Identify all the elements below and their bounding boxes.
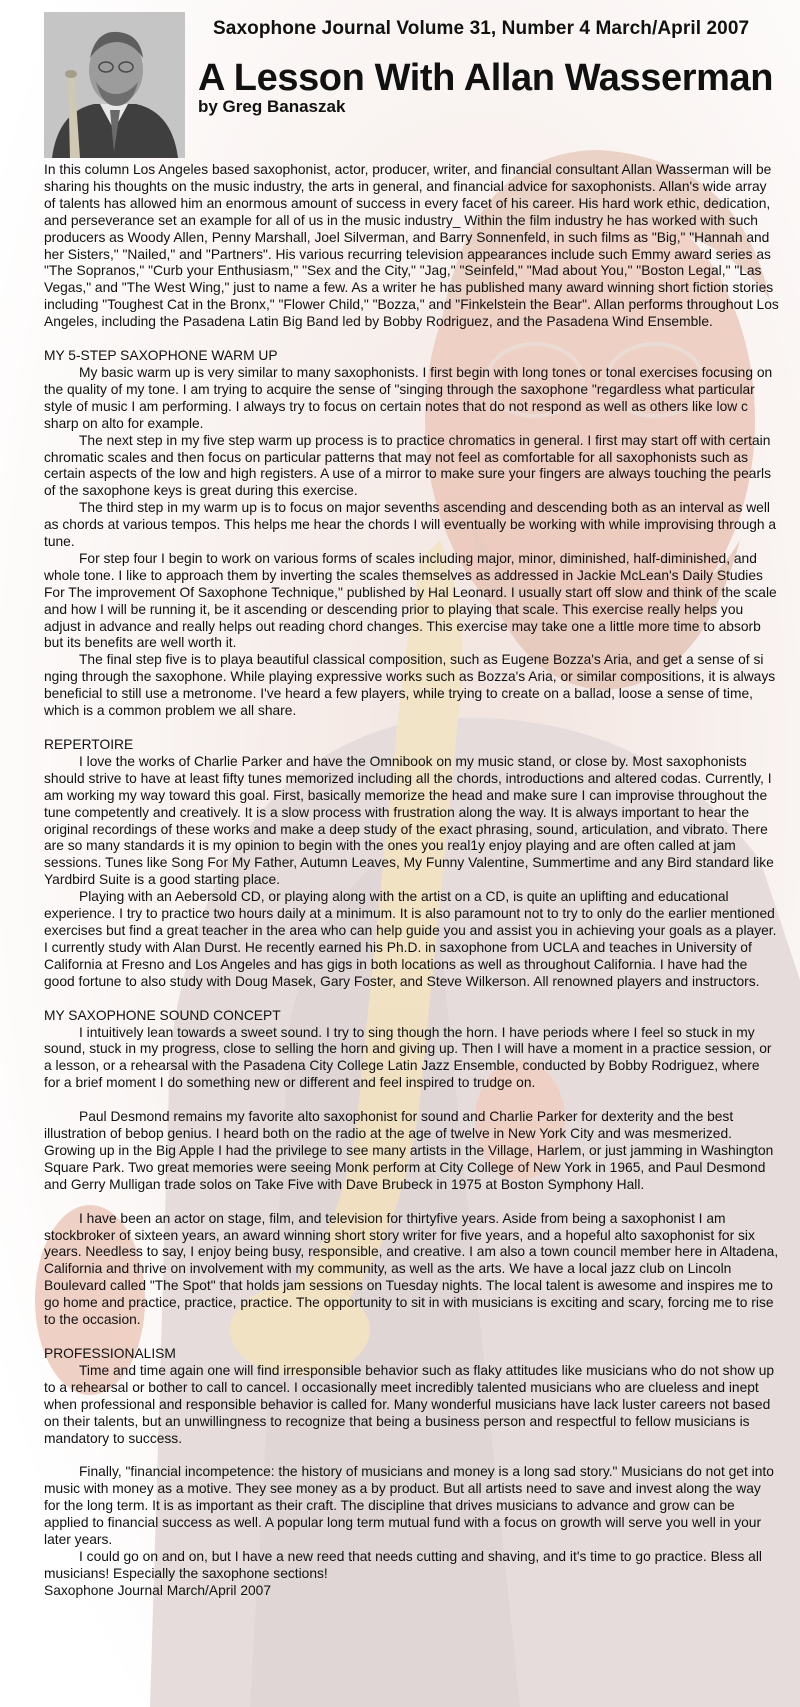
- warmup-paragraph: The final step five is to playa beautiful classical composition, such as Eugene Bozza's Aria, and get a sense of si nging through the saxophone. While playing expressive works such as Bozza's Aria, or similar compositions, it is always beneficial to still use a metronome. I've heard a few players, while trying to create on a ballad, loose a sense of time, which is a common problem we all share.: [44, 652, 776, 719]
- professionalism-paragraph: Time and time again one will find irresponsible behavior such as flaky attitudes like musicians who do not show up to a rehearsal or bother to call to cancel. I occasionally meet incredibly talented musicians who are clueless and inept when professional and responsible behavior is called for. Many wonderful musicians have lack luster careers not based on their talents, but an unwillingness to recognize that being a business person and respectful to fellow musicians is mandatory to success.: [44, 1362, 775, 1446]
- sound-paragraph: Paul Desmond remains my favorite alto saxophonist for sound and Charlie Parker for dexterity and the best illustration of bebop genius. I heard both on the radio at the age of twelve in New York City and was mesmerized. Growing up in the Big Apple I had the privilege to see many artists in the Village, Harlem, or just jamming in Washington Square Park. Two great memories were seeing Monk perform at City College of New York in 1965, and Paul Desmond and Gerry Mulligan trade solos on Take Five with Dave Brubeck in 1975 at Boston Symphony Hall.: [44, 1109, 774, 1192]
- warmup-paragraph: The next step in my five step warm up process is to practice chromatics in general. I first may start off with certain chromatic scales and then focus on particular patterns that may not feel as comfortable for all saxophonists such as certain aspects of the low and high registers. A use of a mirror to make sure your fingers are always touching the pearls of the saxophone keys is great during this exercise.: [44, 432, 772, 499]
- repertoire-heading: REPERTOIRE: [44, 737, 134, 752]
- section-spacer: [44, 720, 779, 737]
- section-spacer: [44, 1329, 779, 1346]
- paragraph-spacer: [44, 1092, 779, 1109]
- journal-issue-header: Saxophone Journal Volume 31, Number 4 March/April 2007: [213, 18, 750, 39]
- sound-concept-heading: MY SAXOPHONE SOUND CONCEPT: [44, 1007, 281, 1023]
- sound-paragraph: I have been an actor on stage, film, and television for thirtyfive years. Aside from being a saxophonist I am stockbroker of sixteen years, an award winning short story writer for five years, and a hopeful alto saxophonist for six years. Needless to say, I enjoy being busy, responsible, and creative. I am also a town council member here in Altadena, California and thrive on involvement with my community, as well as the arts. We have a local jazz club on Lincoln Boulevard called "The Spot" that holds jam sessions on Tuesday nights. The local talent is awesome and inspires me to go home and practice, practice, practice. The opportunity to sit in with musicians is exciting and scary, forcing me to rise to the occasion.: [44, 1210, 779, 1328]
- warmup-paragraph: My basic warm up is very similar to many saxophonists. I first begin with long tones or tonal exercises focusing on the quality of my tone. I am trying to acquire the sense of "singing through the saxophone "regardless what particular style of music I am performing. I always try to focus on certain notes that do not respond as well as others like low c sharp on alto for example.: [44, 364, 773, 431]
- repertoire-paragraph: Playing with an Aebersold CD, or playing along with the artist on a CD, is quite an uplifting and educational experience. I try to practice two hours daily at a minimum. It is also paramount not to try to only do the earlier mentioned exercises but find a great teacher in the area who can help guide you and assist you in achieving your goals as a player. I currently study with Alan Durst. He recently earned his Ph.D. in saxophone from UCLA and teaches in University of California at Fresno and Los Angeles and has gigs in both locations as well as throughout California. I have had the good fortune to also study with Doug Masek, Gary Foster, and Steve Wilkerson. All renowned players and instructors.: [44, 889, 777, 989]
- repertoire-paragraph: I love the works of Charlie Parker and have the Omnibook on my music stand, or close by. Most saxophonists should strive to have at least fifty tunes memorized including all the chords, introductions and altered codas. Currently, I am working my way toward this goal. First, basically memorize the head and make sure I can improvise throughout the tune competently and creatively. It is a slow process with frustration along the way. It is always important to hear the original recordings of these works and make a deep study of the exact phrasing, sound, articulation, and vibrato. There are so many standards it is my opinion to begin with the ones you real1y enjoy playing and are often called at jam sessions. Tunes like Song For My Father, Autumn Leaves, My Funny Valentine, Summertime and any Bird standard like Yardbird Suite is a good starting place.: [44, 753, 774, 888]
- sound-paragraph: I intuitively lean towards a sweet sound. I try to sing though the horn. I have periods where I feel so stuck in my sound, stuck in my progress, close to selling the horn and giving up. Then I will have a moment in a practice session, or a lesson, or a rehearsal with the Pasadena City College Latin Jazz Ensemble, conducted by Bobby Rodriguez, where for a brief moment I do something new or different and feel inspired to trudge on.: [44, 1024, 772, 1091]
- paragraph-spacer: [44, 1194, 779, 1211]
- intro-paragraph: In this column Los Angeles based saxophonist, actor, producer, writer, and financial consultant Allan Wasserman will be sharing his thoughts on the music industry, the arts in general, and financial advice for saxophonists. Allan's wide array of talents has allowed him an enormous amount of success in every facet of his career. His hard work ethic, dedication, and perseverance set an example for all of us in the music industry_ Within the film industry he has worked with such producers as Woody Allen, Penny Marshall, Joel Silverman, and Barry Sonnenfeld, in such films as "Big," "Hannah and her Sisters," "Nailed," and "Partners". His various recurring television appearances include such Emmy award series as "The Sopranos," "Curb your Enthusiasm," "Sex and the City," "Jag," "Seinfeld," "Mad about You," "Boston Legal," "Las Vegas," and "The West Wing," just to name a few. As a writer he has published many award winning short fiction stories including "Toughest Cat in the Bronx," "Flower Child," "Bozza," and "Finkelstein the Bear". Allan performs throughout Los Angeles, including the Pasadena Latin Big Band led by Bobby Rodriguez, and the Pasadena Wind Ensemble.: [44, 162, 779, 330]
- warmup-paragraph: The third step in my warm up is to focus on major sevenths ascending and descending both as an interval as well as chords at various tempos. This helps me hear the chords I will eventually be working with while improvising through a tune.: [44, 500, 777, 550]
- warmup-heading: MY 5-STEP SAXOPHONE WARM UP: [44, 348, 278, 364]
- byline: by Greg Banaszak: [198, 97, 346, 116]
- warmup-paragraph: For step four I begin to work on various forms of scales including major, minor, diminished, half-diminished, and whole tone. I like to approach them by inverting the scales themselves as addressed in Jackie McLean's Daily Studies For The improvement Of Saxophone Technique," published by Hal Leonard. I usually start off slow and think of the scale and how I will be running it, be it ascending or descending prior to playing that scale. This exercise really helps you adjust in advance and really helps out reading chord changes. This exercise may take one a little more time to absorb but its benefits are well worth it.: [44, 550, 777, 651]
- article-title: A Lesson With Allan Wasserman: [198, 57, 774, 99]
- article-body: [44, 162, 779, 1600]
- professionalism-heading: PROFESSIONALISM: [44, 1346, 176, 1361]
- paragraph-spacer: [44, 1447, 779, 1464]
- section-spacer: [44, 331, 779, 348]
- section-spacer: [44, 991, 779, 1008]
- professionalism-paragraph: I could go on and on, but I have a new reed that needs cutting and shaving, and it's time to go practice. Bless all musicians! Especially the saxophone sections!: [44, 1548, 762, 1581]
- author-portrait: [44, 12, 185, 158]
- footer-citation: Saxophone Journal March/April 2007: [44, 1582, 272, 1598]
- professionalism-paragraph: Finally, "financial incompetence: the history of musicians and money is a long sad story." Musicians do not get into music with money as a motive. They see money as a by product. But all artists need to save and invest along the way for the long term. It is as important as their craft. The discipline that drives musicians to advance and grow can be applied to financial success as well. A popular long term mutual fund with a focus on growth will serve you well in your later years.: [44, 1464, 774, 1548]
